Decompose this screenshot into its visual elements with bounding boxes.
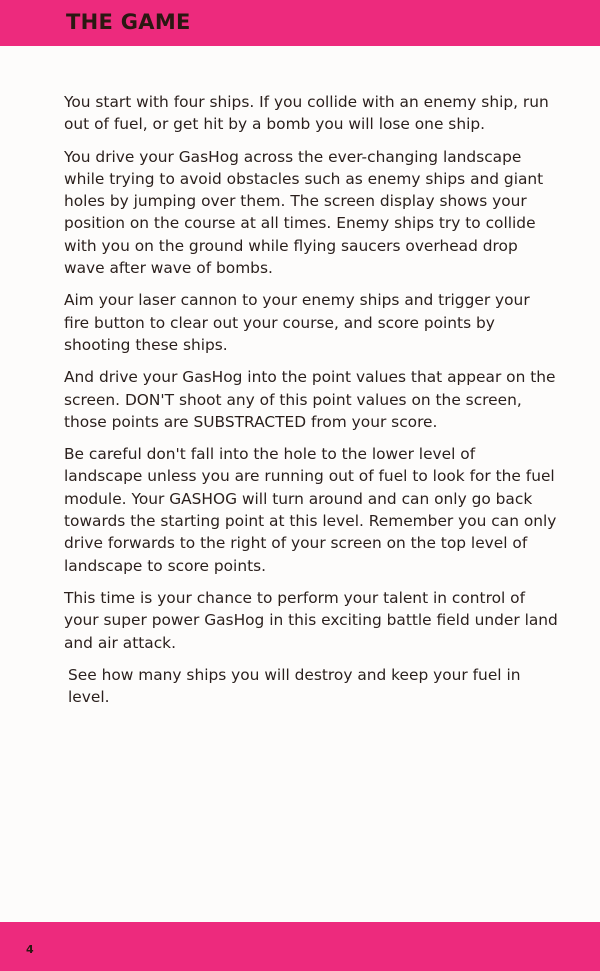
paragraph-chance: This time is your chance to perform your talent in control of your super power GasHog in this exciting battle field under land and air attack. bbox=[64, 588, 558, 652]
paragraph-point-values: And drive your GasHog into the point values that appear on the screen. DON'T shoot any of this point values on the screen, those points are SUBSTRACTED from your score. bbox=[64, 368, 556, 431]
page-number: 4 bbox=[26, 943, 34, 956]
paragraph-hole: Be careful don't fall into the hole to the lower level of landscape unless you are running out of fuel to look for the fuel module. Your GASHOG will turn around and can only go back towards the starting point at this level. Remember you can only drive forwards to the right of your screen on the top level of landscape to score points. bbox=[64, 445, 557, 575]
body-text bbox=[64, 91, 558, 718]
paragraph-laser: Aim your laser cannon to your enemy ships and trigger your fire button to clear out your course, and score points by shooting these ships. bbox=[64, 291, 530, 354]
paragraph-ships: You start with four ships. If you collide with an enemy ship, run out of fuel, or get hit by a bomb you will lose one ship. bbox=[64, 93, 549, 134]
paragraph-drive: You drive your GasHog across the ever-changing landscape while trying to avoid obstacles such as enemy ships and giant holes by jumping over them. The screen display shows your position on the course at all times. Enemy ships try to collide with you on the ground while flying saucers overhead drop wave after wave of bombs. bbox=[64, 147, 544, 278]
footer-band bbox=[0, 922, 600, 971]
paragraph-destroy: See how many ships you will destroy and keep your fuel in level. bbox=[68, 665, 521, 707]
page-title: THE GAME bbox=[66, 10, 191, 34]
